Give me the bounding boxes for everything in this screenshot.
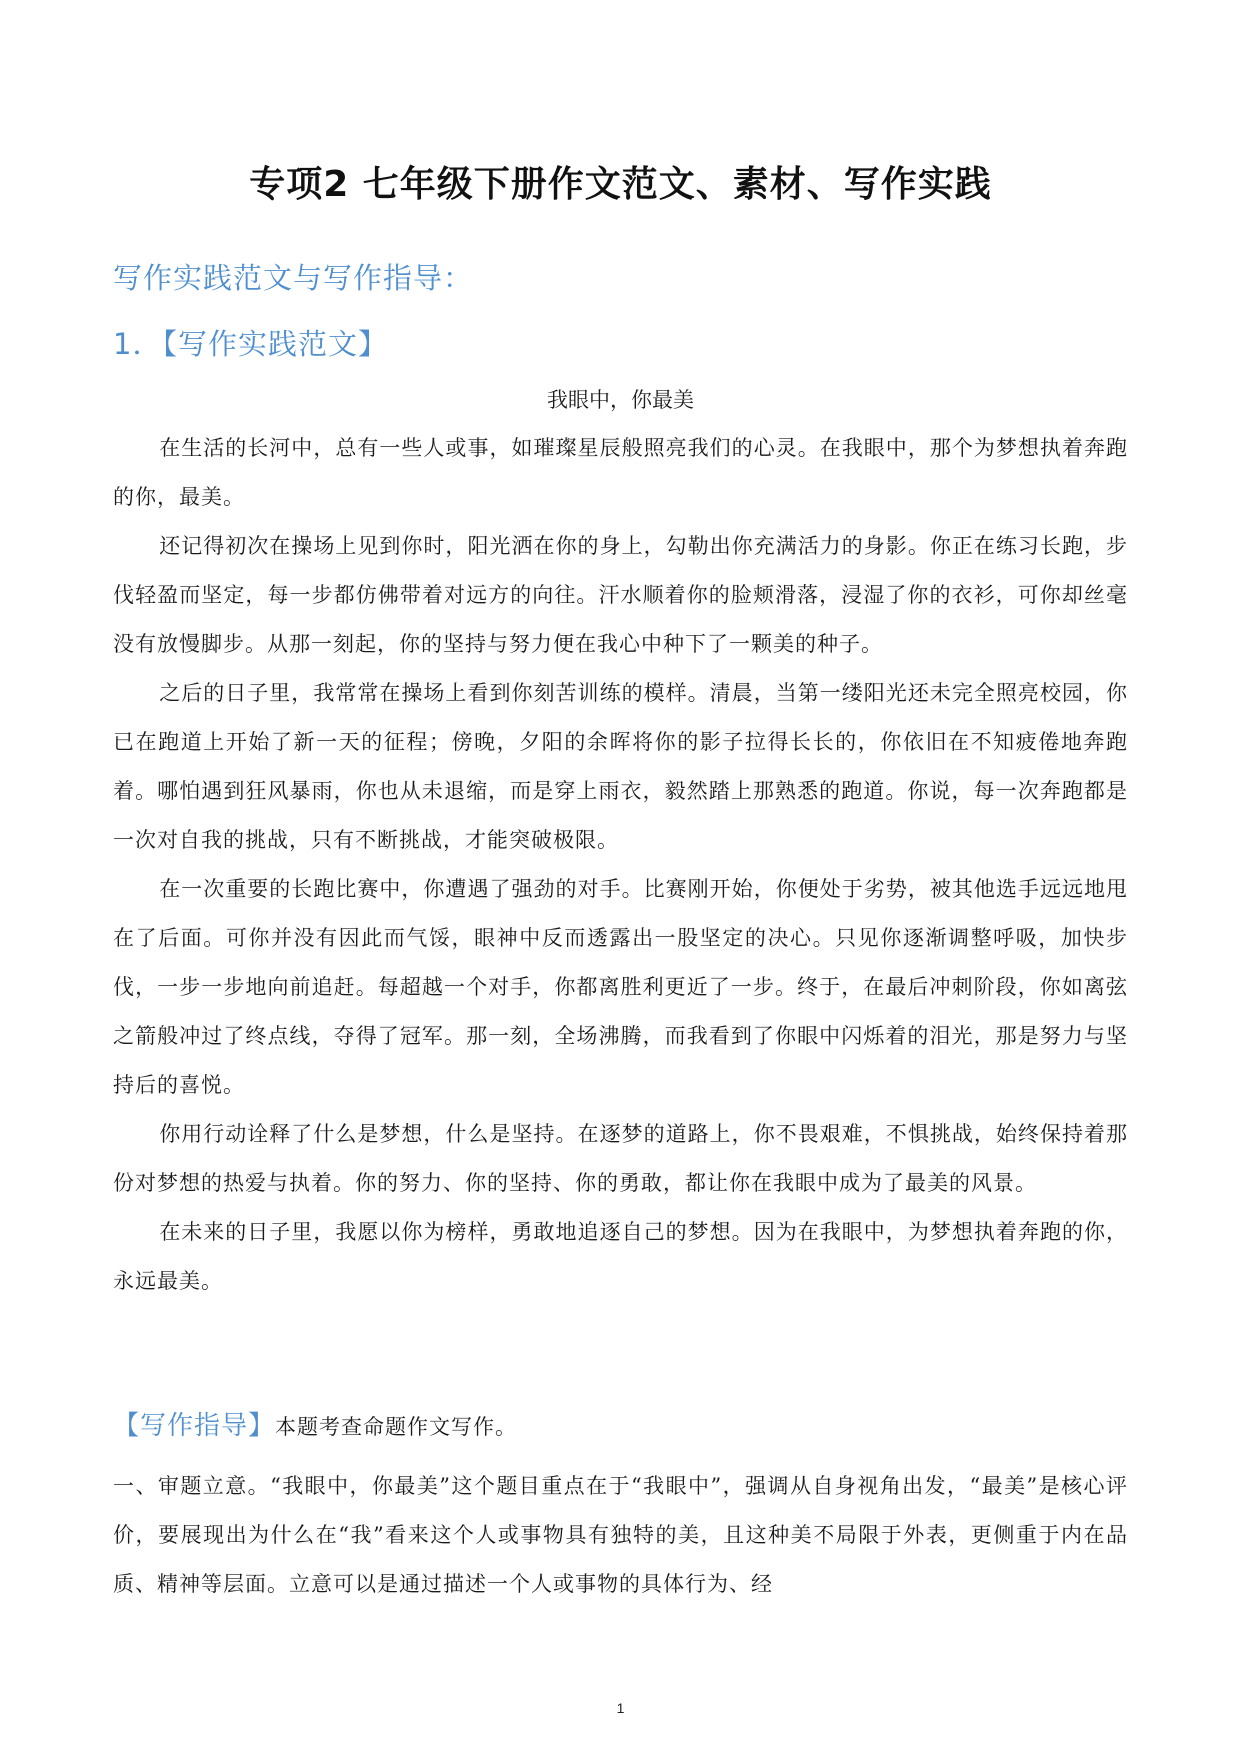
essay-paragraph: 你用行动诠释了什么是梦想，什么是坚持。在逐梦的道路上，你不畏艰难，不惧挑战，始终保持着那份对梦想的热爱与执着。你的努力、你的坚持、你的勇敢，都让你在我眼中成为了最美的风景。 [113, 1122, 1128, 1195]
writing-guide [113, 1402, 1128, 1452]
essay-body [113, 424, 1128, 1306]
essay-paragraph: 之后的日子里，我常常在操场上看到你刻苦训练的模样。清晨，当第一缕阳光还未完全照亮校园，你已在跑道上开始了新一天的征程；傍晚，夕阳的余晖将你的影子拉得长长的，你依旧在不知疲倦地奔跑着。哪怕遇到狂风暴雨，你也从未退缩，而是穿上雨衣，毅然踏上那熟悉的跑道。你说，每一次奔跑都是一次对自我的挑战，只有不断挑战，才能突破极限。 [113, 681, 1128, 852]
essay-paragraph: 还记得初次在操场上见到你时，阳光洒在你的身上，勾勒出你充满活力的身影。你正在练习长跑，步伐轻盈而坚定，每一步都仿佛带着对远方的向往。汗水顺着你的脸颊滑落，浸湿了你的衣衫，可你却丝毫没有放慢脚步。从那一刻起，你的坚持与努力便在我心中种下了一颗美的种子。 [113, 534, 1128, 656]
writing-guide-label: 【写作指导】 [113, 1411, 276, 1441]
analysis-paragraph: 一、审题立意。“我眼中，你最美”这个题目重点在于“我眼中”，强调从自身视角出发，“最美”是核心评价，要展现出为什么在“我”看来这个人或事物具有独特的美，且这种美不局限于外表，更侧重于内在品质、精神等层面。立意可以是通过描述一个人或事物的具体行为、经 [113, 1474, 1128, 1596]
subsection-heading: 1．【写作实践范文】 [113, 327, 388, 361]
document-title: 专项2 七年级下册作文范文、素材、写作实践 [249, 164, 992, 205]
essay-title: 我眼中，你最美 [547, 388, 694, 412]
essay-paragraph: 在生活的长河中，总有一些人或事，如璀璨星辰般照亮我们的心灵。在我眼中，那个为梦想执着奔跑的你，最美。 [113, 436, 1128, 509]
essay-paragraph: 在一次重要的长跑比赛中，你遭遇了强劲的对手。比赛刚开始，你便处于劣势，被其他选手远远地甩在了后面。可你并没有因此而气馁，眼神中反而透露出一股坚定的决心。只见你逐渐调整呼吸，加快步伐，一步一步地向前追赶。每超越一个对手，你都离胜利更近了一步。终于，在最后冲刺阶段，你如离弦之箭般冲过了终点线，夺得了冠军。那一刻，全场沸腾，而我看到了你眼中闪烁着的泪光，那是努力与坚持后的喜悦。 [113, 877, 1128, 1097]
section-heading: 写作实践范文与写作指导： [113, 261, 474, 295]
essay-paragraph: 在未来的日子里，我愿以你为榜样，勇敢地追逐自己的梦想。因为在我眼中，为梦想执着奔跑的你，永远最美。 [113, 1220, 1128, 1293]
writing-guide-text: 本题考查命题作文写作。 [275, 1415, 518, 1439]
page-number: 1 [616, 1700, 625, 1716]
